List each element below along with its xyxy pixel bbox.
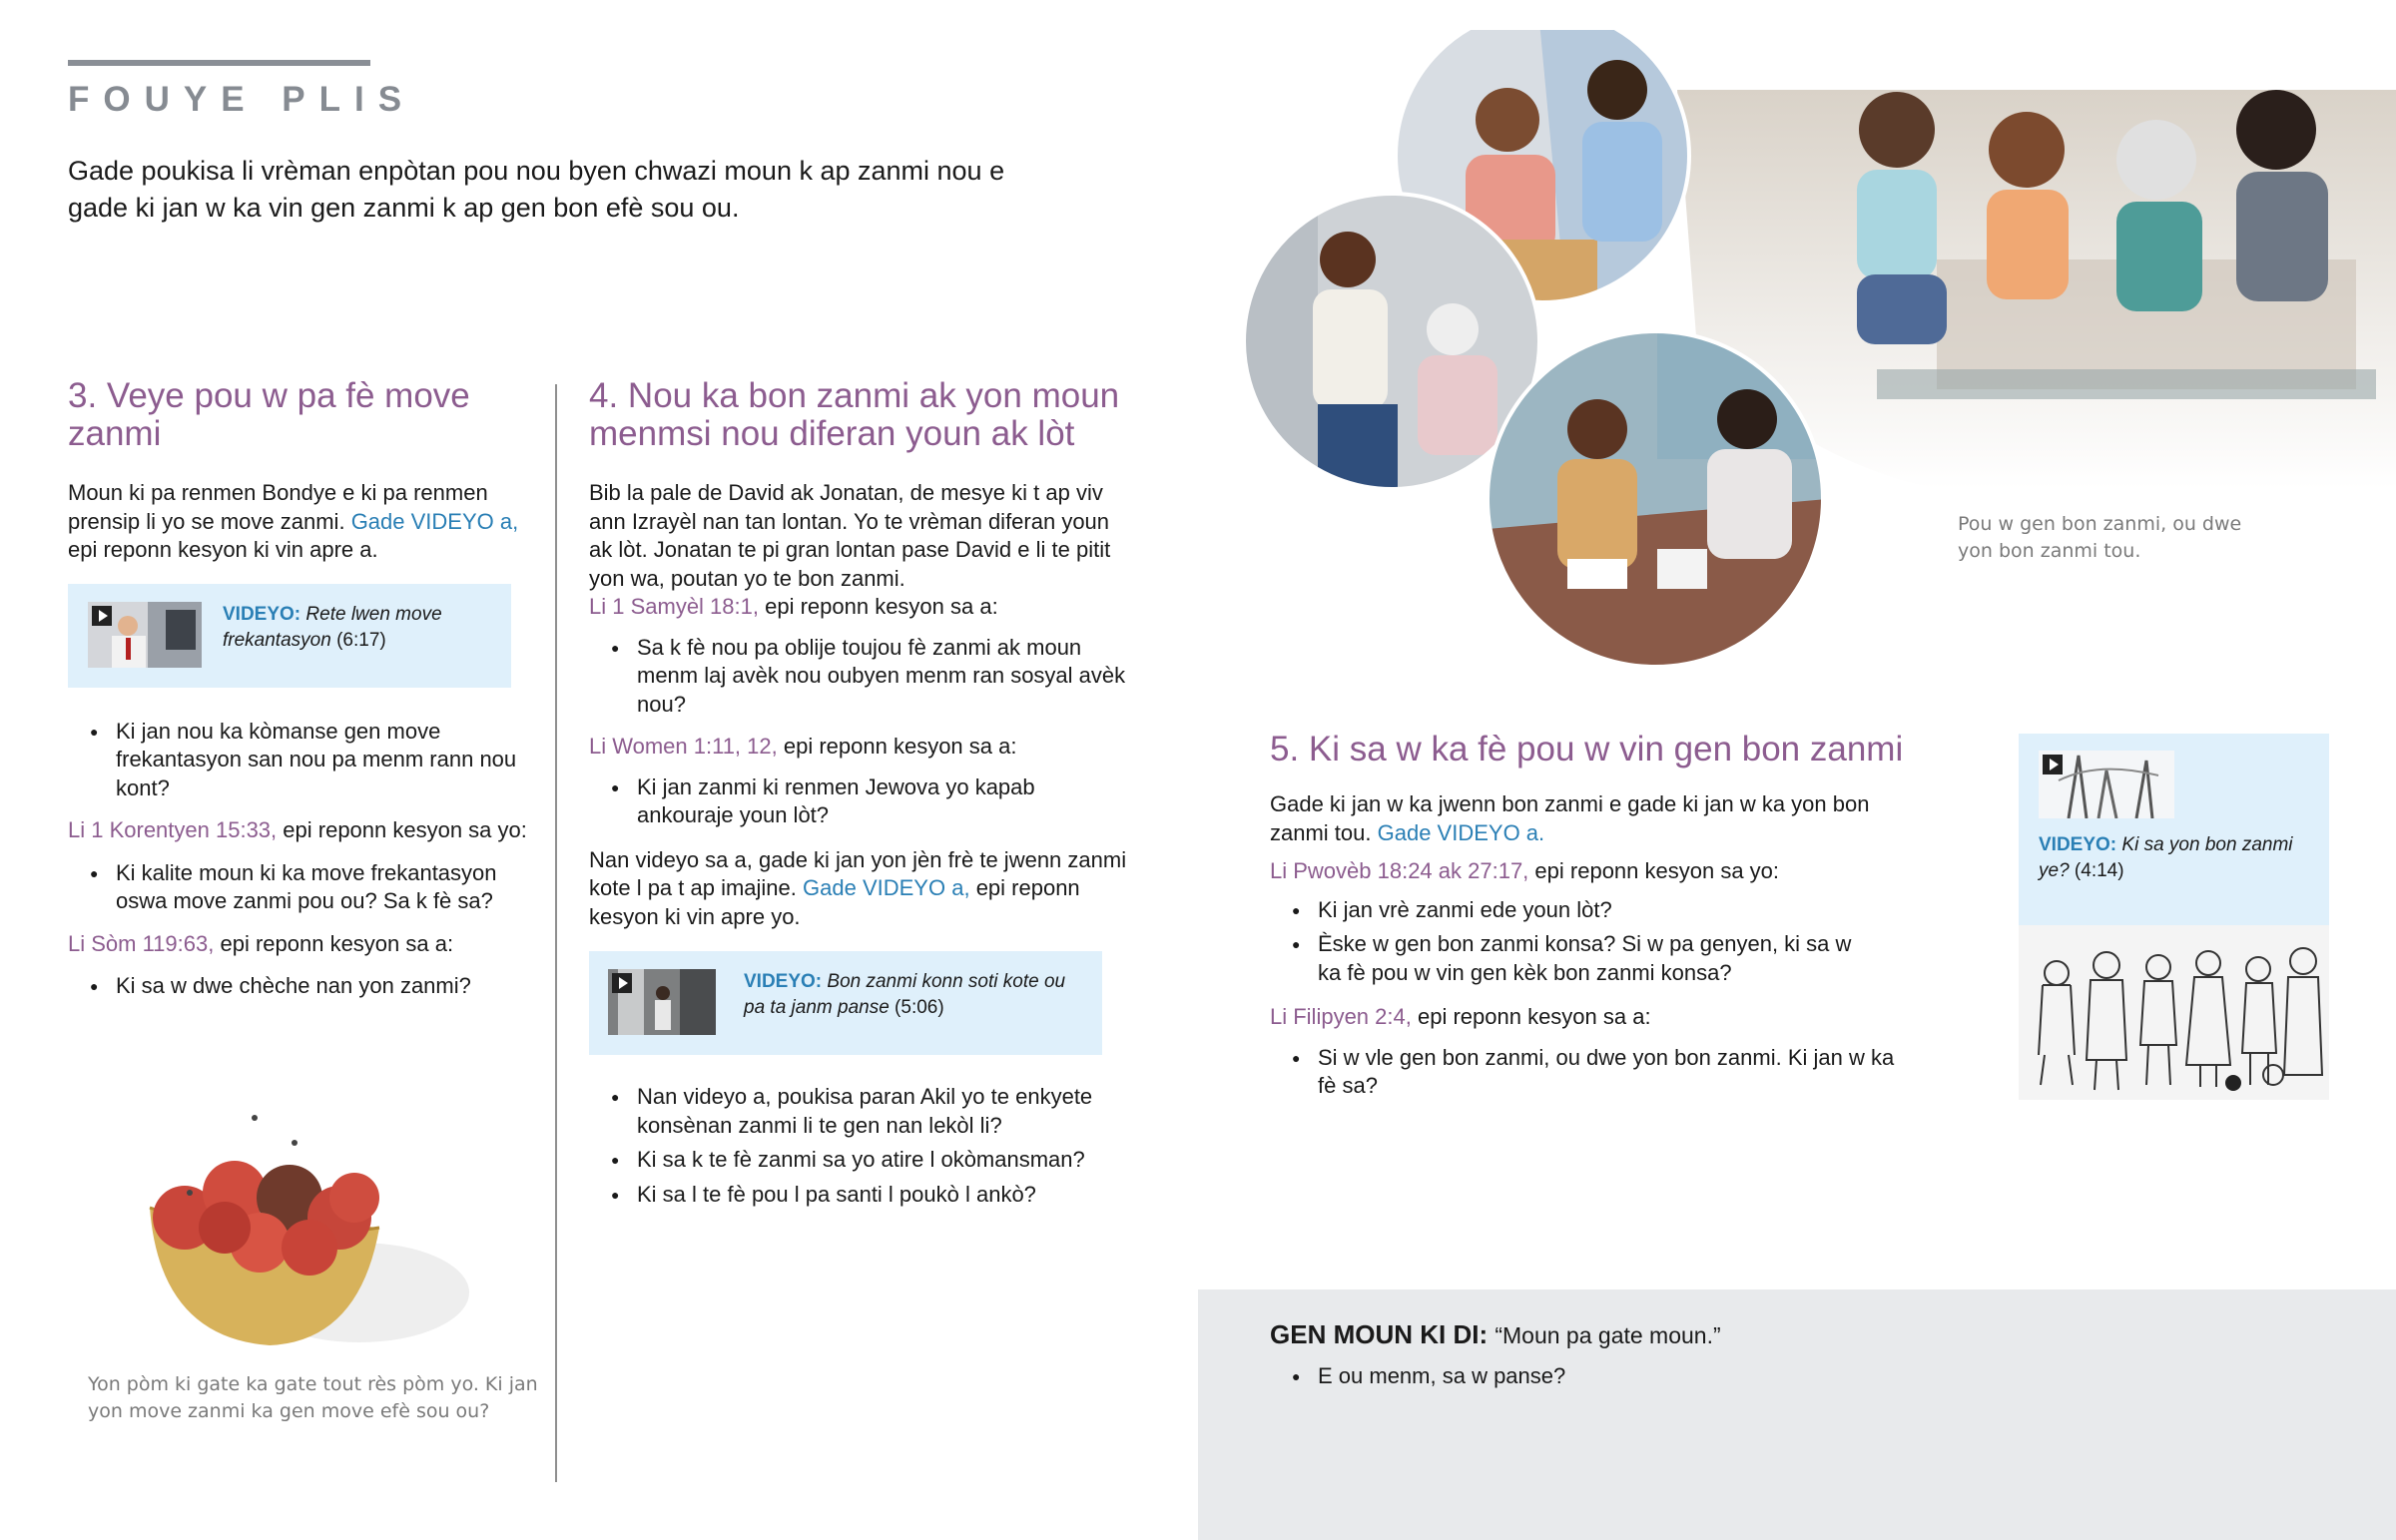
list-item: ● Ki kalite moun ki ka move frekantasyon oswa move zanmi pou ou? Sa k fè sa?: [68, 859, 537, 916]
scripture-ref-6: Li Filipyen 2:4, epi reponn kesyon sa a:: [1270, 1004, 1651, 1029]
section-5-bullets-1: [1270, 896, 1879, 988]
friends-photo-collage: [1238, 30, 2396, 679]
scripture-ref-2: Li Sòm 119:63, epi reponn kesyon sa a:: [68, 930, 454, 956]
saying-bullets: [1270, 1362, 2268, 1391]
list-item: ● Ki jan vrè zanmi ede youn lòt?: [1270, 896, 1879, 925]
saying-content: [1270, 1317, 2268, 1391]
list-item: ● Sa k fè nou pa oblije toujou fè zanmi ak moun menm laj avèk nou oubyen menm ran sosyal avèk nou?: [589, 634, 1133, 720]
photo-caption: Pou w gen bon zanmi, ou dwe yon bon zanmi tou.: [1958, 513, 2242, 562]
play-icon: [2043, 755, 2063, 774]
scripture-ref-4: Li Women 1:11, 12, epi reponn kesyon sa a:: [589, 734, 1017, 759]
list-item: ● Ki jan zanmi ki renmen Jewova yo kapab ankouraje youn lòt?: [589, 773, 1133, 830]
saying-label: GEN MOUN KI DI:: [1270, 1319, 1489, 1349]
section-3-bullets-3: [68, 972, 537, 1001]
scripture-link[interactable]: Li Filipyen 2:4,: [1270, 1004, 1412, 1029]
section-3-paragraph: Moun ki pa renmen Bondye e ki pa renmen prensip li yo se move zanmi. Gade VIDEYO a, epi reponn kesyon ki vin apre a.: [68, 480, 519, 562]
list-item: ● Si w vle gen bon zanmi, ou dwe yon bon zanmi. Ki jan w ka fè sa?: [1270, 1044, 1909, 1101]
section-4-paragraph-2: Nan videyo sa a, gade ki jan yon jèn frè te jwenn zanmi kote l pa t ap imajine. Gade VIDEYO a, epi reponn kesyon ki vin apre yo.: [589, 846, 1127, 929]
video-thumbnail[interactable]: [88, 602, 202, 668]
section-4-bullets-3: [589, 1083, 1133, 1209]
video-card-3[interactable]: [2019, 734, 2329, 925]
scripture-ref-1: Li 1 Korentyen 15:33, epi reponn kesyon sa yo:: [68, 817, 527, 842]
apple-bowl-illustration: [130, 1098, 479, 1357]
video-thumbnail[interactable]: [2039, 751, 2174, 818]
section-5-bullets-2: [1270, 1044, 1909, 1101]
list-item: ● Nan videyo a, poukisa paran Akil yo te enkyete konsènan zanmi li te gen nan lekòl li?: [589, 1083, 1133, 1140]
list-item: ● Ki sa k te fè zanmi sa yo atire l okòmansman?: [589, 1146, 1133, 1175]
section-4-bullets-2: [589, 773, 1133, 830]
scripture-link[interactable]: Li Sòm 119:63,: [68, 930, 215, 956]
list-item: ● Èske w gen bon zanmi konsa? Si w pa genyen, ki sa w ka fè pou w vin gen kèk bon zanmi konsa?: [1270, 930, 1879, 987]
section-3-title: 3. Veye pou w pa fè move zanmi: [68, 376, 470, 453]
list-item: ● Ki jan nou ka kòmanse gen move frekantasyon san nou pa menm rann nou kont?: [68, 718, 537, 803]
video-title-3: VIDEYO: Ki sa yon bon zanmi ye? (4:14): [2039, 834, 2293, 881]
watch-video-link[interactable]: Gade VIDEYO a,: [803, 875, 970, 900]
section-5: [1270, 731, 1909, 1101]
column-divider: [555, 384, 557, 1482]
section-3-bullets-1: [68, 718, 537, 803]
scripture-link[interactable]: Li Women 1:11, 12,: [589, 734, 778, 759]
people-sketch-illustration: [2019, 925, 2329, 1100]
scripture-ref-5: Li Pwovèb 18:24 ak 27:17, epi reponn kesyon sa yo:: [1270, 858, 1780, 883]
section-4-title: 4. Nou ka bon zanmi ak yon moun menmsi nou diferan youn ak lòt: [589, 376, 1120, 453]
video-card-1[interactable]: [68, 584, 511, 688]
video-thumbnail[interactable]: [608, 969, 716, 1035]
saying-quote: “Moun pa gate moun.”: [1495, 1322, 1721, 1348]
header-rule: [68, 60, 370, 66]
video-card-2[interactable]: [589, 951, 1102, 1055]
play-icon: [612, 973, 632, 993]
section-4: [589, 377, 1133, 1209]
video-title-2: VIDEYO: Bon zanmi konn soti kote ou pa ta janm panse (5:06): [744, 971, 1066, 1018]
watch-video-link[interactable]: Gade VIDEYO a.: [1377, 819, 1545, 845]
scripture-link[interactable]: Li Pwovèb 18:24 ak 27:17,: [1270, 858, 1529, 883]
intro-text: Gade poukisa li vrèman enpòtan pou nou byen chwazi moun k ap zanmi nou e gade ki jan w ka vin gen zanmi k ap gen bon efè sou ou.: [68, 156, 1005, 223]
section-5-paragraph: Gade ki jan w ka jwenn bon zanmi e gade ki jan w ka yon bon zanmi tou. Gade VIDEYO a.: [1270, 791, 1870, 845]
video-title-1: VIDEYO: Rete lwen move frekantasyon (6:17): [223, 603, 442, 651]
scripture-link[interactable]: Li 1 Samyèl 18:1,: [589, 594, 759, 619]
scripture-link[interactable]: Li 1 Korentyen 15:33,: [68, 817, 278, 842]
apple-caption: Yon pòm ki gate ka gate tout rès pòm yo. Ki jan yon move zanmi ka gen move efè sou ou?: [88, 1373, 538, 1422]
saying-line: [1270, 1317, 2268, 1352]
section-4-paragraph: Bib la pale de David ak Jonatan, de mesye ki t ap viv ann Izrayèl nan tan lontan. Yo te vrèman diferan youn ak lòt. Jonatan te pi gran lontan pase David e li te pitit yon wa, poutan yo te bon zanmi.: [589, 480, 1111, 591]
list-item: ● Ki sa w dwe chèche nan yon zanmi?: [68, 972, 537, 1001]
section-3: [68, 377, 537, 1001]
play-icon: [92, 606, 112, 626]
section-kicker: FOUYE PLIS: [68, 80, 416, 119]
section-3-bullets-2: [68, 859, 537, 916]
scripture-ref-3: Li 1 Samyèl 18:1, epi reponn kesyon sa a:: [589, 594, 998, 619]
section-4-bullets-1: [589, 634, 1133, 720]
list-item: ● Ki sa l te fè pou l pa santi l poukò l ankò?: [589, 1181, 1133, 1210]
watch-video-link[interactable]: Gade VIDEYO a,: [350, 508, 519, 534]
section-5-title: 5. Ki sa w ka fè pou w vin gen bon zanmi: [1270, 730, 1904, 769]
list-item: ● E ou menm, sa w panse?: [1270, 1362, 2268, 1391]
